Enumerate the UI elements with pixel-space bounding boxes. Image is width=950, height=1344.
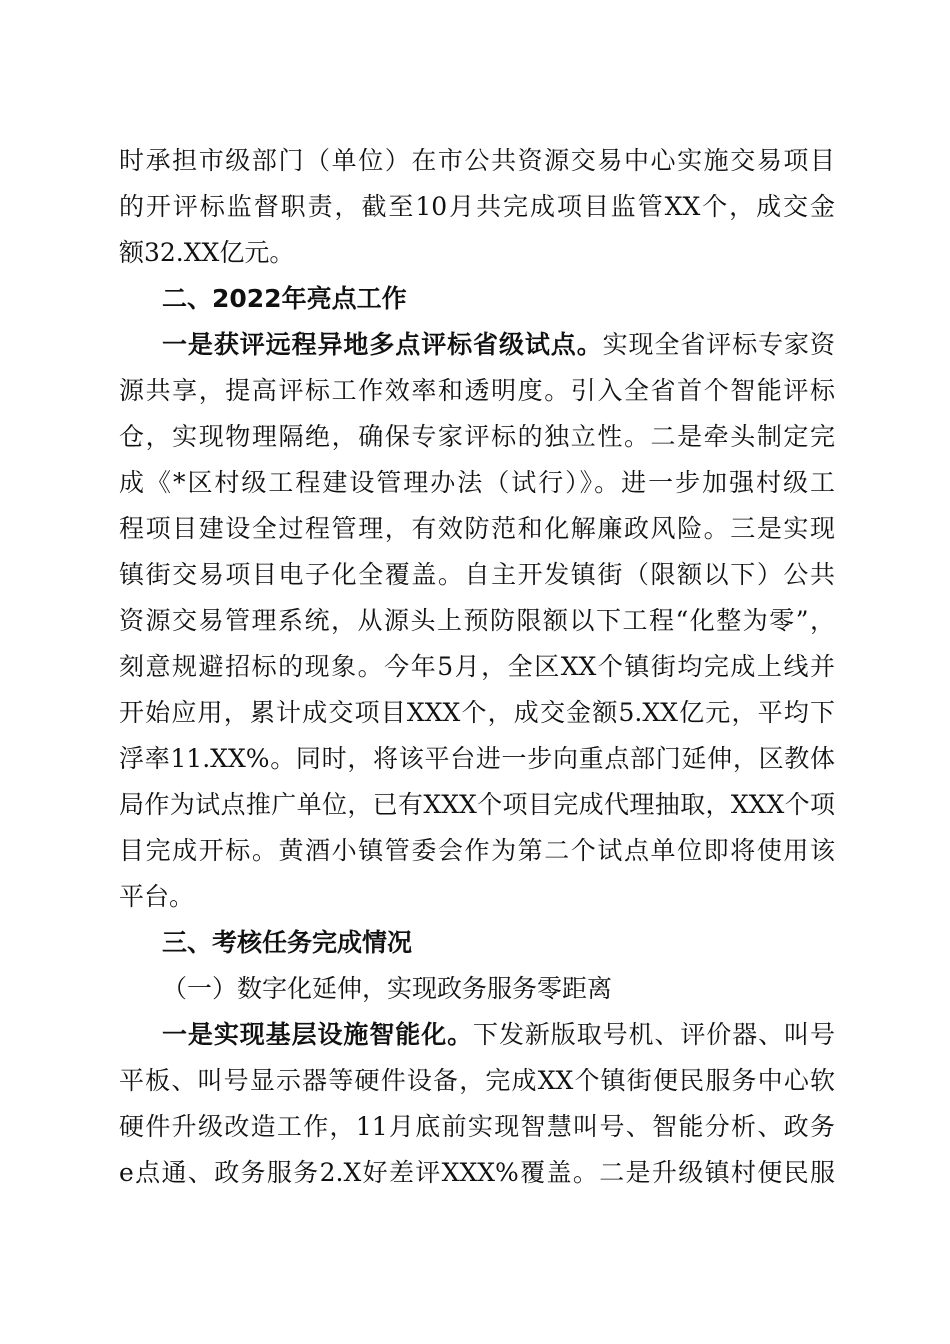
paragraph-text: 实现全省评标专家资	[602, 330, 835, 359]
paragraph-line: 源共享，提高评标工作效率和透明度。引入全省首个智能评标	[119, 376, 835, 405]
paragraph-line: 的开评标监督职责，截至10月共完成项目监管XX个，成交金	[119, 192, 835, 221]
paragraph-line: 镇街交易项目电子化全覆盖。自主开发镇街（限额以下）公共	[119, 560, 835, 589]
paragraph-text: 下发新版取号机、评价器、叫号	[473, 1020, 835, 1049]
section-heading-2022-highlights: 二、2022年亮点工作	[162, 284, 407, 313]
paragraph-line: 硬件升级改造工作，11月底前实现智慧叫号、智能分析、政务	[119, 1112, 835, 1141]
paragraph-line: 目完成开标。黄酒小镇管委会作为第二个试点单位即将使用该	[119, 836, 835, 865]
paragraph-line	[162, 322, 835, 368]
paragraph-line: 时承担市级部门（单位）在市公共资源交易中心实施交易项目	[119, 146, 835, 175]
section-heading-assessment-tasks: 三、考核任务完成情况	[162, 928, 413, 957]
subsection-heading-digital-extension: （一）数字化延伸，实现政务服务零距离	[162, 974, 613, 1003]
paragraph-line: 开始应用，累计成交项目XXX个，成交金额5.XX亿元，平均下	[119, 698, 835, 727]
paragraph-lead: 一是获评远程异地多点评标省级试点。	[162, 330, 603, 359]
paragraph-line: 刻意规避招标的现象。今年5月，全区XX个镇街均完成上线并	[119, 652, 835, 681]
paragraph-line: 成《*区村级工程建设管理办法（试行）》。进一步加强村级工	[119, 468, 835, 497]
paragraph-line: 仓，实现物理隔绝，确保专家评标的独立性。二是牵头制定完	[119, 422, 835, 451]
paragraph-lead: 一是实现基层设施智能化。	[162, 1020, 474, 1049]
paragraph-line: 局作为试点推广单位，已有XXX个项目完成代理抽取，XXX个项	[119, 790, 835, 819]
paragraph-line	[162, 1012, 835, 1058]
paragraph-line: 额32.XX亿元。	[119, 238, 295, 267]
paragraph-line: 资源交易管理系统，从源头上预防限额以下工程“化整为零”，	[119, 606, 835, 635]
paragraph-line: 平板、叫号显示器等硬件设备，完成XX个镇街便民服务中心软	[119, 1066, 835, 1095]
paragraph-line: 程项目建设全过程管理，有效防范和化解廉政风险。三是实现	[119, 514, 835, 543]
paragraph-line: 平台。	[119, 882, 195, 911]
paragraph-line: 浮率11.XX%。同时，将该平台进一步向重点部门延伸，区教体	[119, 744, 835, 773]
paragraph-line: e点通、政务服务2.X好差评XXX%覆盖。二是升级镇村便民服	[119, 1158, 835, 1187]
